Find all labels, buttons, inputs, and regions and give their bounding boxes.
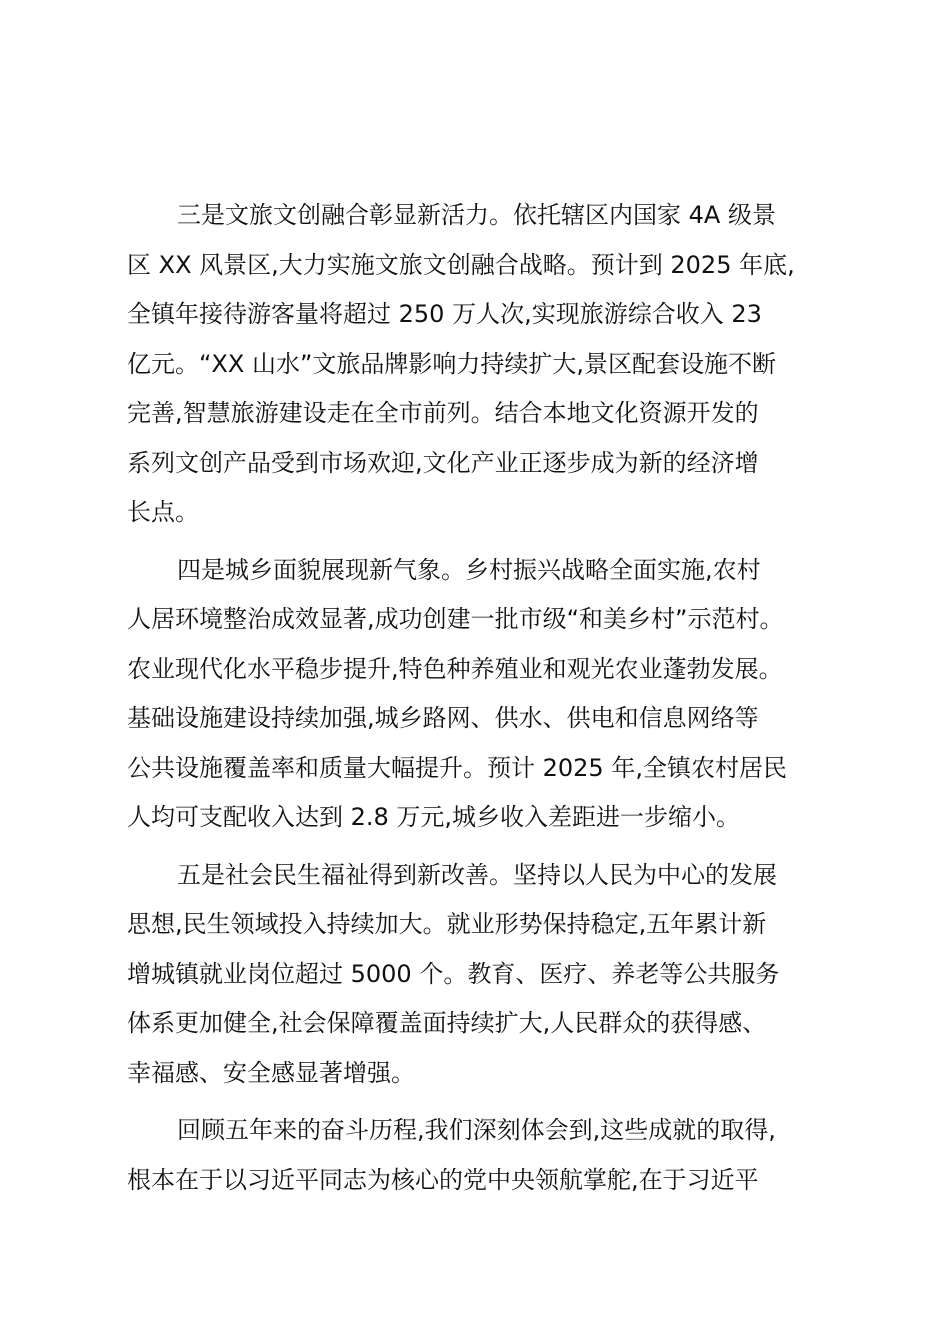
text-line: 五是社会民生福祉得到新改善。坚持以人民为中心的发展 (177, 860, 777, 889)
text-line: 完善,智慧旅游建设走在全市前列。结合本地文化资源开发的 (127, 399, 759, 427)
text-line: 人均可支配收入达到 2.8 万元,城乡收入差距进一步缩小。 (127, 803, 741, 831)
paragraph-review (127, 1106, 827, 1205)
text-line: 农业现代化水平稳步提升,特色种养殖业和观光农业蓬勃发展。 (127, 654, 783, 683)
text-line: 根本在于以习近平同志为核心的党中央领航掌舵,在于习近平 (127, 1165, 759, 1194)
text-line: 增城镇就业岗位超过 5000 个。教育、医疗、养老等公共服务 (127, 959, 780, 988)
text-line: 回顾五年来的奋斗历程,我们深刻体会到,这些成就的取得, (177, 1116, 776, 1144)
paragraph-livelihood (127, 851, 827, 1099)
paragraph-culture-tourism (127, 191, 827, 538)
text-line: 系列文创产品受到市场欢迎,文化产业正逐步成为新的经济增 (127, 448, 759, 477)
text-line: 长点。 (127, 498, 199, 526)
text-line: 亿元。“XX 山水”文旅品牌影响力持续扩大,景区配套设施不断 (127, 349, 777, 378)
text-line: 四是城乡面貌展现新气象。乡村振兴战略全面实施,农村 (177, 555, 761, 584)
text-line: 幸福感、安全感显著增强。 (127, 1058, 415, 1087)
document-body (127, 191, 827, 1213)
text-line: 人居环境整治成效显著,成功创建一批市级“和美乡村”示范村。 (127, 605, 784, 633)
text-line: 思想,民生领域投入持续加大。就业形势保持稳定,五年累计新 (127, 910, 767, 938)
text-line: 公共设施覆盖率和质量大幅提升。预计 2025 年,全镇农村居民 (127, 753, 787, 782)
text-line: 体系更加健全,社会保障覆盖面持续扩大,人民群众的获得感、 (127, 1009, 767, 1037)
text-line: 三是文旅文创融合彰显新活力。依托辖区内国家 4A 级景 (177, 201, 776, 229)
paragraph-urban-rural (127, 546, 827, 843)
text-line: 全镇年接待游客量将超过 250 万人次,实现旅游综合收入 23 (127, 300, 762, 328)
text-line: 基础设施建设持续加强,城乡路网、供水、供电和信息网络等 (127, 704, 759, 732)
text-line: 区 XX 风景区,大力实施文旅文创融合战略。预计到 2025 年底, (127, 250, 795, 279)
